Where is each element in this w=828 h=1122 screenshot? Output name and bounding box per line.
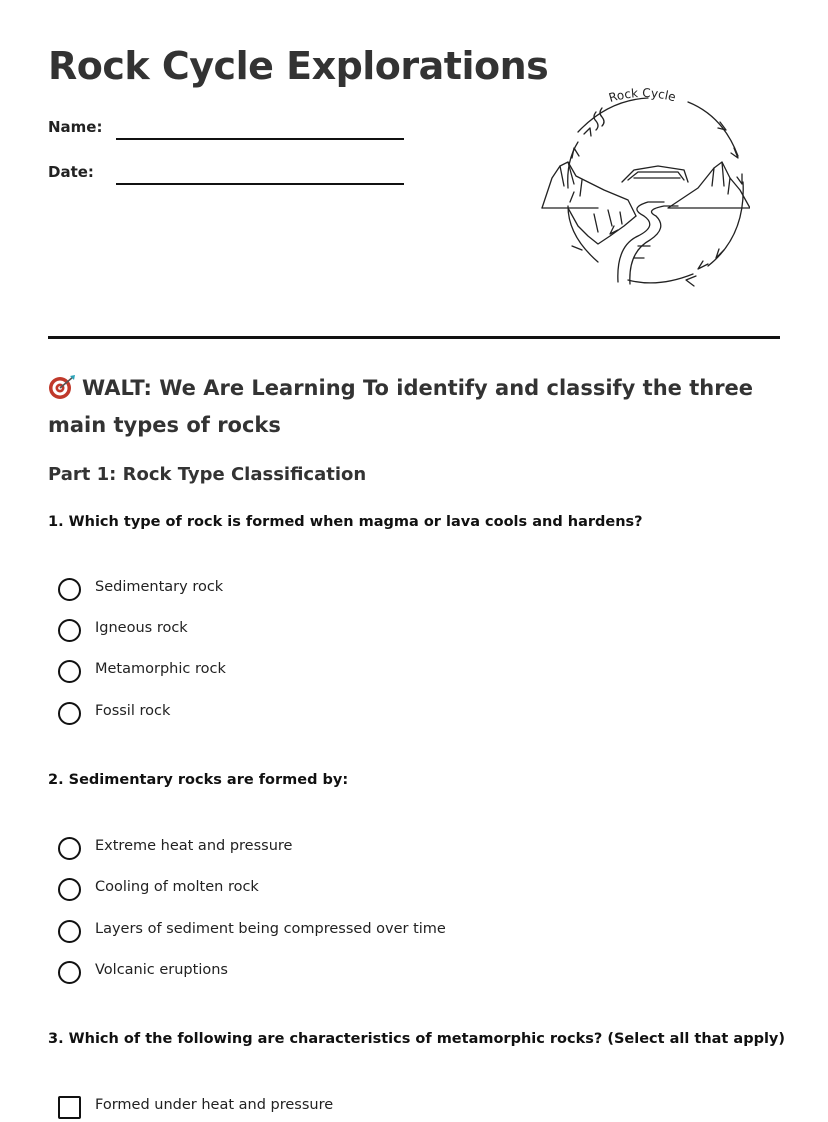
question-2: 2. Sedimentary rocks are formed by: — [48, 772, 349, 788]
walt-text: WALT: We Are Learning To identify and classify the three main types of rocks — [48, 376, 754, 437]
option-label: Metamorphic rock — [95, 661, 226, 677]
radio-button[interactable] — [58, 878, 81, 901]
section-divider — [48, 336, 780, 339]
option-label: Igneous rock — [95, 620, 188, 636]
part-1-heading: Part 1: Rock Type Classification — [48, 464, 367, 485]
page-title: Rock Cycle Explorations — [48, 44, 549, 88]
q2-option-2[interactable] — [58, 876, 658, 904]
radio-button[interactable] — [58, 837, 81, 860]
rock-cycle-illustration — [538, 86, 750, 290]
q1-option-1[interactable] — [58, 576, 658, 604]
option-label: Formed under heat and pressure — [95, 1097, 334, 1113]
option-label: Extreme heat and pressure — [95, 838, 293, 854]
radio-button[interactable] — [58, 660, 81, 683]
illustration-title-text: Rock Cycle — [607, 86, 678, 106]
checkbox[interactable] — [58, 1096, 81, 1119]
walt-heading — [48, 370, 780, 444]
radio-button[interactable] — [58, 578, 81, 601]
date-label: Date: — [48, 163, 94, 181]
q1-option-2[interactable] — [58, 617, 658, 645]
q1-option-4[interactable] — [58, 700, 658, 728]
name-label: Name: — [48, 118, 103, 136]
q2-option-3[interactable] — [58, 918, 658, 946]
option-label: Cooling of molten rock — [95, 879, 259, 895]
date-field — [48, 159, 408, 187]
name-input-line[interactable] — [116, 138, 404, 140]
question-1: 1. Which type of rock is formed when magma or lava cools and hardens? — [48, 514, 643, 530]
worksheet-page — [48, 0, 786, 1118]
q1-option-3[interactable] — [58, 658, 658, 686]
question-3: 3. Which of the following are characteristics of metamorphic rocks? (Select all that apply) — [48, 1031, 786, 1047]
target-icon — [48, 374, 76, 400]
option-label: Volcanic eruptions — [95, 962, 228, 978]
radio-button[interactable] — [58, 961, 81, 984]
name-field — [48, 114, 408, 142]
option-label: Sedimentary rock — [95, 579, 224, 595]
q2-option-1[interactable] — [58, 835, 658, 863]
date-input-line[interactable] — [116, 183, 404, 185]
option-label: Layers of sediment being compressed over time — [95, 921, 446, 937]
radio-button[interactable] — [58, 619, 81, 642]
q2-option-4[interactable] — [58, 959, 658, 987]
radio-button[interactable] — [58, 702, 81, 725]
radio-button[interactable] — [58, 920, 81, 943]
option-label: Fossil rock — [95, 703, 171, 719]
